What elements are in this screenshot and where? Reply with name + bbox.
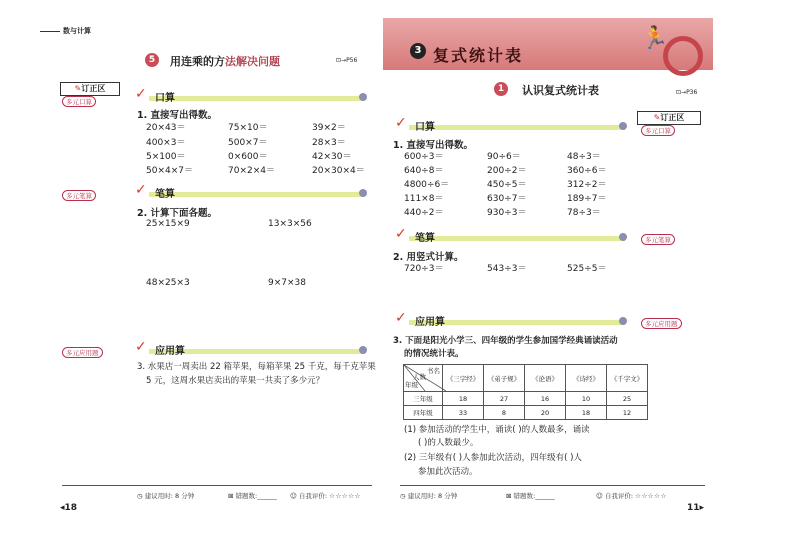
oral-cell: 111×8＝ — [404, 194, 444, 204]
oral-cell: 200÷2＝ — [487, 166, 527, 176]
side-tag-written: 多元笔算 — [641, 234, 675, 245]
oral-cell: 90÷6＝ — [487, 152, 521, 162]
lesson-title: 用连乘的方法解决问题 — [170, 55, 280, 68]
section-written: ✓ 笔算 — [135, 185, 365, 199]
subquestion-1-line2: ( )的人数最少。 — [418, 438, 479, 448]
dot-icon — [359, 189, 367, 197]
oral-cell: 440÷2＝ — [404, 208, 444, 218]
oral-cell: 39×2＝ — [312, 123, 346, 133]
side-tag-written: 多元笔算 — [62, 190, 96, 201]
question-2: 2. 计算下面各题。 — [137, 208, 218, 219]
section-oral: ✓ 口算 — [135, 89, 365, 103]
section-mark-icon: ✓ — [395, 226, 407, 242]
oral-cell: 42×30＝ — [312, 152, 352, 162]
table-corner: 书名 人数 年级 — [404, 365, 443, 392]
banner-number: 3 — [410, 43, 426, 59]
written-item: 9×7×38 — [268, 278, 306, 288]
section-written: ✓ 笔算 — [395, 229, 625, 243]
written-item: 13×3×56 — [268, 219, 312, 229]
dot-icon — [619, 317, 627, 325]
table-row — [404, 392, 648, 406]
table-cell: 27 — [484, 392, 525, 406]
written-item: 48×25×3 — [146, 278, 190, 288]
dot-icon — [619, 233, 627, 241]
table-header: 《千字文》 — [607, 365, 648, 392]
lesson-number-badge: 1 — [494, 82, 508, 96]
footer-rule — [400, 485, 705, 486]
section-mark-icon: ✓ — [395, 310, 407, 326]
written-item: 25×15×9 — [146, 219, 190, 229]
page-number: 11▸ — [687, 503, 705, 513]
book-icon: ⊡ — [336, 57, 342, 64]
dot-icon — [359, 93, 367, 101]
lesson-title: 认识复式统计表 — [522, 84, 599, 97]
oral-cell: 600÷3＝ — [404, 152, 444, 162]
page-ref: ⊡→P56 — [336, 57, 358, 64]
oral-cell: 20×30×4＝ — [312, 166, 365, 176]
table-cell: 8 — [484, 406, 525, 420]
subquestion-2-line1: (2) 三年级有( )人参加此次活动，四年级有( )人 — [404, 453, 582, 463]
oral-cell: 78÷3＝ — [567, 208, 601, 218]
table-cell: 16 — [525, 392, 566, 406]
header-tag: 数与计算 — [40, 26, 91, 37]
table-cell: 20 — [525, 406, 566, 420]
unit-banner — [383, 18, 713, 70]
table-cell: 10 — [566, 392, 607, 406]
oral-cell: 500×7＝ — [228, 138, 268, 148]
side-tag-application: 多元应用题 — [62, 347, 103, 358]
correction-box: ✎订正区 — [637, 111, 701, 125]
clock-icon: ◷ — [137, 492, 143, 500]
section-mark-icon: ✓ — [135, 339, 147, 355]
subquestion-1-line1: (1) 参加活动的学生中，诵读( )的人数最多，诵读 — [404, 425, 590, 435]
book-icon: ⊡ — [676, 89, 682, 96]
banner-title: 复式统计表 — [433, 46, 524, 65]
table-row — [404, 406, 648, 420]
table-cell: 33 — [443, 406, 484, 420]
clock-icon: ◷ — [400, 492, 406, 500]
oral-cell: 640÷8＝ — [404, 166, 444, 176]
question-1: 1. 直接写出得数。 — [393, 140, 474, 151]
oral-cell: 450÷5＝ — [487, 180, 527, 190]
section-mark-icon: ✓ — [135, 86, 147, 102]
section-application: ✓ 应用算 — [135, 342, 365, 356]
table-cell: 25 — [607, 392, 648, 406]
footer-rule — [62, 485, 372, 486]
page-number: ◂18 — [60, 503, 78, 513]
smile-icon: ☺ — [596, 492, 603, 500]
section-application: ✓ 应用算 — [395, 313, 625, 327]
footer-eval: ☺ 自我评价: ☆☆☆☆☆ — [290, 492, 361, 500]
table-cell: 三年级 — [404, 392, 443, 406]
table-header: 《弟子规》 — [484, 365, 525, 392]
table-header-row — [404, 365, 648, 392]
oral-cell: 4800÷6＝ — [404, 180, 450, 190]
lesson-number-badge: 5 — [145, 53, 159, 67]
written-item: 525÷5＝ — [567, 264, 607, 274]
oral-cell: 400×3＝ — [146, 138, 186, 148]
question-3-line1: 3. 下面是阳光小学三、四年级的学生参加国学经典诵读活动 — [393, 336, 618, 346]
question-3-line2: 的情况统计表。 — [404, 349, 464, 359]
error-icon: ⊠ — [228, 492, 234, 500]
oral-cell: 360÷6＝ — [567, 166, 607, 176]
correction-box: ✎订正区 — [60, 82, 120, 96]
oral-cell: 0×600＝ — [228, 152, 268, 162]
oral-cell: 5×100＝ — [146, 152, 186, 162]
footer-errors: ⊠ 错题数:______ — [506, 492, 555, 500]
correction-tag: 多元口算 — [641, 125, 675, 136]
pencil-icon: ✎ — [74, 84, 82, 93]
oral-cell: 75×10＝ — [228, 123, 268, 133]
stats-table — [403, 364, 648, 420]
table-header: 《论语》 — [525, 365, 566, 392]
question-2: 2. 用竖式计算。 — [393, 252, 464, 263]
written-item: 543÷3＝ — [487, 264, 527, 274]
oral-cell: 28×3＝ — [312, 138, 346, 148]
oral-cell: 20×43＝ — [146, 123, 186, 133]
runner-icon: 🏃 — [641, 26, 669, 51]
error-icon: ⊠ — [506, 492, 512, 500]
oral-cell: 189÷7＝ — [567, 194, 607, 204]
pencil-icon: ✎ — [653, 113, 661, 122]
oral-cell: 312÷2＝ — [567, 180, 607, 190]
section-mark-icon: ✓ — [395, 115, 407, 131]
oral-cell: 50×4×7＝ — [146, 166, 193, 176]
side-tag-application: 多元应用题 — [641, 318, 682, 329]
footer-time: ◷ 建议用时: 8 分钟 — [400, 492, 458, 500]
table-header: 《诗经》 — [566, 365, 607, 392]
smile-icon: ☺ — [290, 492, 297, 500]
correction-tag: 多元口算 — [62, 96, 96, 107]
table-cell: 12 — [607, 406, 648, 420]
footer-errors: ⊠ 错题数:______ — [228, 492, 277, 500]
table-header: 《三字经》 — [443, 365, 484, 392]
footer-eval: ☺ 自我评价: ☆☆☆☆☆ — [596, 492, 667, 500]
section-oral: ✓ 口算 — [395, 118, 625, 132]
question-1: 1. 直接写出得数。 — [137, 110, 218, 121]
oral-cell: 48÷3＝ — [567, 152, 601, 162]
page-ref: ⊡→P36 — [676, 89, 698, 96]
oral-cell: 70×2×4＝ — [228, 166, 275, 176]
section-mark-icon: ✓ — [135, 182, 147, 198]
oral-cell: 630÷7＝ — [487, 194, 527, 204]
question-3-line1: 3. 水果店一周卖出 22 箱苹果，每箱苹果 25 千克，每千克苹果 — [137, 362, 376, 372]
table-cell: 18 — [443, 392, 484, 406]
footer-time: ◷ 建议用时: 8 分钟 — [137, 492, 195, 500]
table-cell: 18 — [566, 406, 607, 420]
target-icon — [663, 36, 703, 76]
subquestion-2-line2: 参加此次活动。 — [418, 467, 478, 477]
oral-cell: 930÷3＝ — [487, 208, 527, 218]
table-cell: 四年级 — [404, 406, 443, 420]
written-item: 720÷3＝ — [404, 264, 444, 274]
dot-icon — [619, 122, 627, 130]
question-3-line2: 5 元，这周水果店卖出的苹果一共卖了多少元？ — [146, 376, 325, 386]
dot-icon — [359, 346, 367, 354]
